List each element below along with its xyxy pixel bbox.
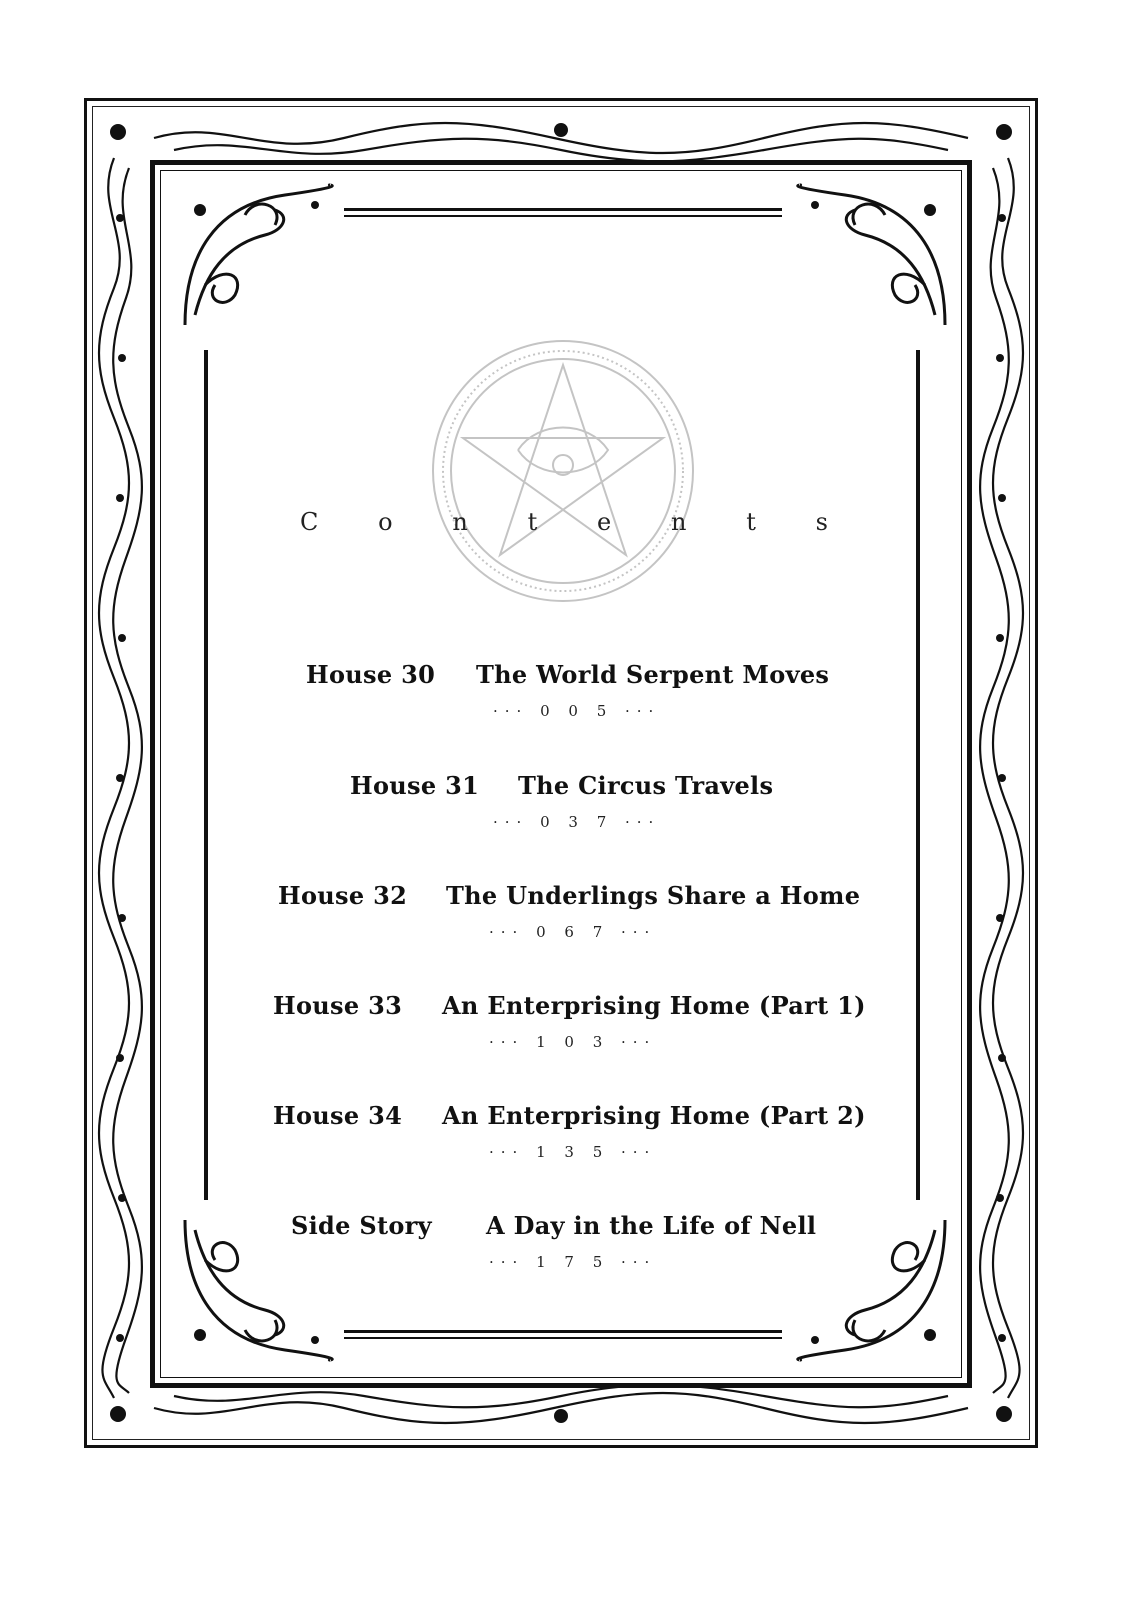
page-number: ··· 0 6 7 ··· bbox=[489, 923, 657, 941]
chapter-title: The Circus Travels bbox=[518, 771, 774, 800]
heading-letter: t bbox=[527, 508, 538, 536]
chapter-number: House 33 bbox=[273, 991, 403, 1020]
chapter-title: The World Serpent Moves bbox=[476, 660, 830, 689]
page-number: ··· 0 3 7 ··· bbox=[493, 813, 661, 831]
bottom-rule bbox=[344, 1330, 782, 1333]
corner-flourish-icon bbox=[795, 175, 955, 335]
bottom-rule-2 bbox=[344, 1337, 782, 1339]
page-number: ··· 1 0 3 ··· bbox=[489, 1033, 657, 1051]
chapter-title: The Underlings Share a Home bbox=[446, 881, 861, 910]
heading-letter: s bbox=[815, 508, 828, 536]
heading-letter: o bbox=[378, 508, 393, 536]
top-rule bbox=[344, 208, 782, 211]
page-number: ··· 0 0 5 ··· bbox=[493, 702, 661, 720]
corner-flourish-icon bbox=[795, 1210, 955, 1370]
corner-flourish-icon bbox=[175, 175, 335, 335]
page-number: ··· 1 3 5 ··· bbox=[489, 1143, 657, 1161]
left-rule bbox=[204, 350, 208, 1200]
pentagram-seal-icon bbox=[428, 330, 698, 612]
heading-letter: n bbox=[452, 508, 468, 536]
top-rule-2 bbox=[344, 215, 782, 217]
heading-letter: t bbox=[746, 508, 756, 536]
chapter-number: House 31 bbox=[350, 771, 480, 800]
heading-letter: C bbox=[300, 508, 319, 536]
chapter-number: Side Story bbox=[291, 1211, 432, 1240]
chapter-number: House 30 bbox=[306, 660, 436, 689]
heading-letter: n bbox=[670, 508, 687, 536]
contents-heading bbox=[300, 508, 828, 536]
chapter-title: An Enterprising Home (Part 1) bbox=[442, 991, 866, 1020]
chapter-number: House 34 bbox=[273, 1101, 403, 1130]
heading-letter: e bbox=[597, 508, 612, 536]
chapter-number: House 32 bbox=[278, 881, 408, 910]
chapter-title: A Day in the Life of Nell bbox=[486, 1211, 817, 1240]
chapter-title: An Enterprising Home (Part 2) bbox=[442, 1101, 866, 1130]
page-number: ··· 1 7 5 ··· bbox=[489, 1253, 657, 1271]
right-rule bbox=[916, 350, 920, 1200]
